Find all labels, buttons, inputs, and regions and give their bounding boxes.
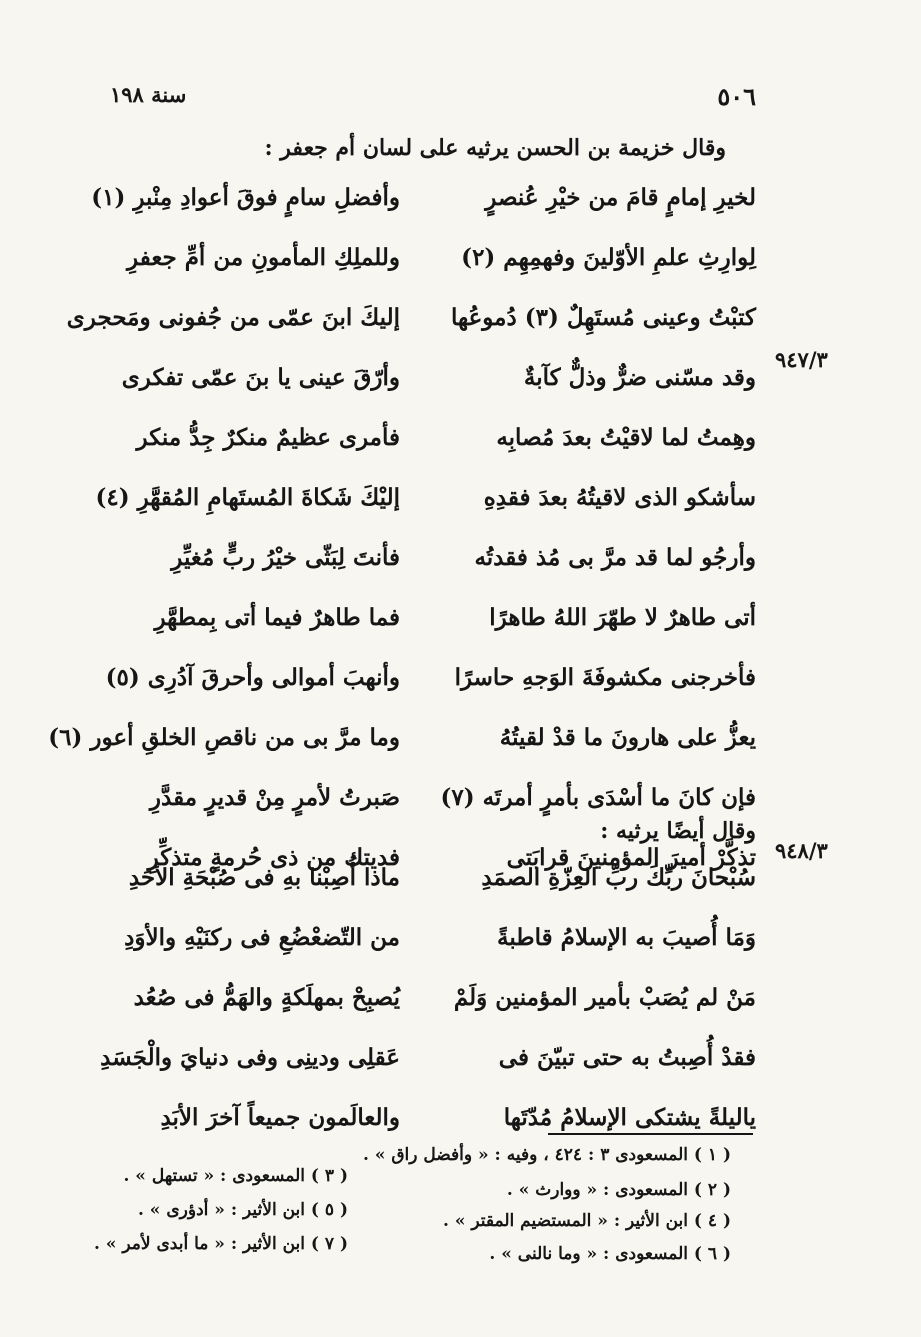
verse-second-hemistich: يُصبِحْ بمهلَكةٍ والهَمُّ فى صُعُد xyxy=(133,984,400,1011)
poem2-intro: وقال أيضًا يرثيه : xyxy=(600,818,756,844)
verse-first-hemistich: سأشكو الذى لاقيتُهُ بعدَ فقدِهِ xyxy=(483,484,756,511)
verse-first-hemistich: وهِمتُ لما لاقيْتُ بعدَ مُصابِه xyxy=(496,424,756,451)
poem1-intro: وقال خزيمة بن الحسن يرثيه على لسان أم جعفر : xyxy=(264,135,726,161)
verse-second-hemistich: صَبرتُ لأمرٍ مِنْ قديرٍ مقدَّرِ xyxy=(149,784,400,811)
verse-first-hemistich: لِوارِثِ علمِ الأوّلينَ وفهمِهِم (٢) xyxy=(461,244,756,271)
verse xyxy=(0,718,921,778)
verse-first-hemistich: وأرجُو لما قد مرَّ بى مُذ فقدتُه xyxy=(474,544,756,571)
verse-first-hemistich: وَمَا أُصيبَ به الإسلامُ قاطبةً xyxy=(497,924,756,951)
verse-first-hemistich: تذكَّرْ أميرَ المؤمنينَ قرابَتى xyxy=(506,844,756,871)
verse xyxy=(0,858,921,918)
verse-second-hemistich: وأفضلِ سامٍ فوقَ أعوادِ مِنْبرِ (١) xyxy=(91,184,400,211)
footnote-1: ( ١ ) المسعودى ٣ : ٤٢٤ ، وفيه : « وأفضل راق » . xyxy=(362,1145,731,1165)
verse-second-hemistich: فأمرى عظيمٌ منكرٌ جِدُّ منكر xyxy=(136,424,400,451)
verse-second-hemistich: فما طاهرٌ فيما أتى بِمطهَّرِ xyxy=(154,604,400,631)
footnote-2: ( ٢ ) المسعودى : « ووارث » . xyxy=(506,1180,731,1200)
verse xyxy=(0,978,921,1038)
verse-first-hemistich: وقد مسّنى ضرٌّ وذلٌّ كآبةٌ xyxy=(523,364,756,391)
verse xyxy=(0,298,921,358)
verse-second-hemistich: إليْكَ شَكاةَ المُستَهامِ المُقهَّرِ (٤) xyxy=(95,484,400,511)
running-header-year: سنة ١٩٨ xyxy=(110,82,187,107)
verse-second-hemistich: وللملِكِ المأمونِ من أمِّ جعفرِ xyxy=(127,244,400,271)
verse-second-hemistich: وما مرَّ بى من ناقصِ الخلقِ أعور (٦) xyxy=(48,724,400,751)
verse-second-hemistich: ماذا أُصِبْنا بهِ فى صُبْحَةِ الأحَدِ xyxy=(128,864,400,891)
footnote-5: ( ٥ ) ابن الأثير : « أدؤرى » . xyxy=(137,1200,348,1220)
verse xyxy=(0,358,921,418)
verse xyxy=(0,1038,921,1098)
verse-first-hemistich: فقدْ أُصِبتُ به حتى تبيّنَ فى xyxy=(498,1044,756,1071)
verse-second-hemistich: وأرّقَ عينى يا بنَ عمّى تفكرى xyxy=(121,364,400,391)
verse-first-hemistich: لخيرِ إمامٍ قامَ من خيْرِ عُنصرٍ xyxy=(485,184,756,211)
verse-second-hemistich: فأنتَ لِبَثّى خيْرُ ربٍّ مُغيِّرِ xyxy=(171,544,400,571)
footnote-4: ( ٤ ) ابن الأثير : « المستضيم المقتر » . xyxy=(443,1211,731,1231)
verse xyxy=(0,598,921,658)
verse-second-hemistich: إليكَ ابنَ عمّى من جُفونى ومَحجرى xyxy=(66,304,400,331)
footnote-3: ( ٣ ) المسعودى : « تستهل » . xyxy=(123,1166,348,1186)
verse-second-hemistich: فديتك من ذى حُرمةٍ متذكِّرِ xyxy=(147,844,400,871)
verse-second-hemistich: وأنهبَ أموالى وأحرقَ آدُرِى (٥) xyxy=(105,664,400,691)
verse-first-hemistich: سُبْحانَ ربِّكَ ربِّ العِزّةِ الصمَدِ xyxy=(481,864,756,891)
footnote-6: ( ٦ ) المسعودى : « وما نالنى » . xyxy=(489,1244,731,1264)
verse xyxy=(0,918,921,978)
verse xyxy=(0,538,921,598)
verse xyxy=(0,238,921,298)
verse xyxy=(0,658,921,718)
verse-first-hemistich: أتى طاهرٌ لا طهّرَ اللهُ طاهرًا xyxy=(489,604,756,631)
verse xyxy=(0,478,921,538)
verse-second-hemistich: والعالَمون جميعاً آخرَ الأبَدِ xyxy=(160,1104,400,1131)
footnote-7: ( ٧ ) ابن الأثير : « ما أبدى لأمر » . xyxy=(94,1234,348,1254)
verse-first-hemistich: مَنْ لم يُصَبْ بأمير المؤمنين وَلَمْ xyxy=(453,984,756,1011)
verse xyxy=(0,178,921,238)
margin-number-947: ٩٤٧/٣ xyxy=(775,347,828,372)
page-number: ٥٠٦ xyxy=(717,82,756,111)
verse-first-hemistich: كتبْتُ وعينى مُستَهِلٌ (٣) دُموعُها xyxy=(450,304,756,331)
verse-second-hemistich: عَقلِى ودينِى وفى دنيايَ والْجَسَدِ xyxy=(100,1044,400,1071)
margin-number-948: ٩٤٨/٣ xyxy=(775,838,828,863)
verse-first-hemistich: يعزُّ على هارونَ ما قدْ لقيتُهُ xyxy=(499,724,756,751)
verse-first-hemistich: فإن كانَ ما أسْدَى بأمرٍ أمرتَه (٧) xyxy=(440,784,756,811)
verse-second-hemistich: من التّضعْضُعِ فى ركنَيْهِ والأوَدِ xyxy=(124,924,400,951)
footnote-divider xyxy=(548,1133,753,1135)
poem2 xyxy=(0,858,921,1158)
verse-first-hemistich: ياليلةً يشتكى الإسلامُ مُدّتَها xyxy=(503,1104,756,1131)
verse-first-hemistich: فأخرجنى مكشوفَةَ الوَجهِ حاسرًا xyxy=(454,664,756,691)
verse xyxy=(0,418,921,478)
poem1 xyxy=(0,178,921,898)
verse xyxy=(0,778,921,838)
